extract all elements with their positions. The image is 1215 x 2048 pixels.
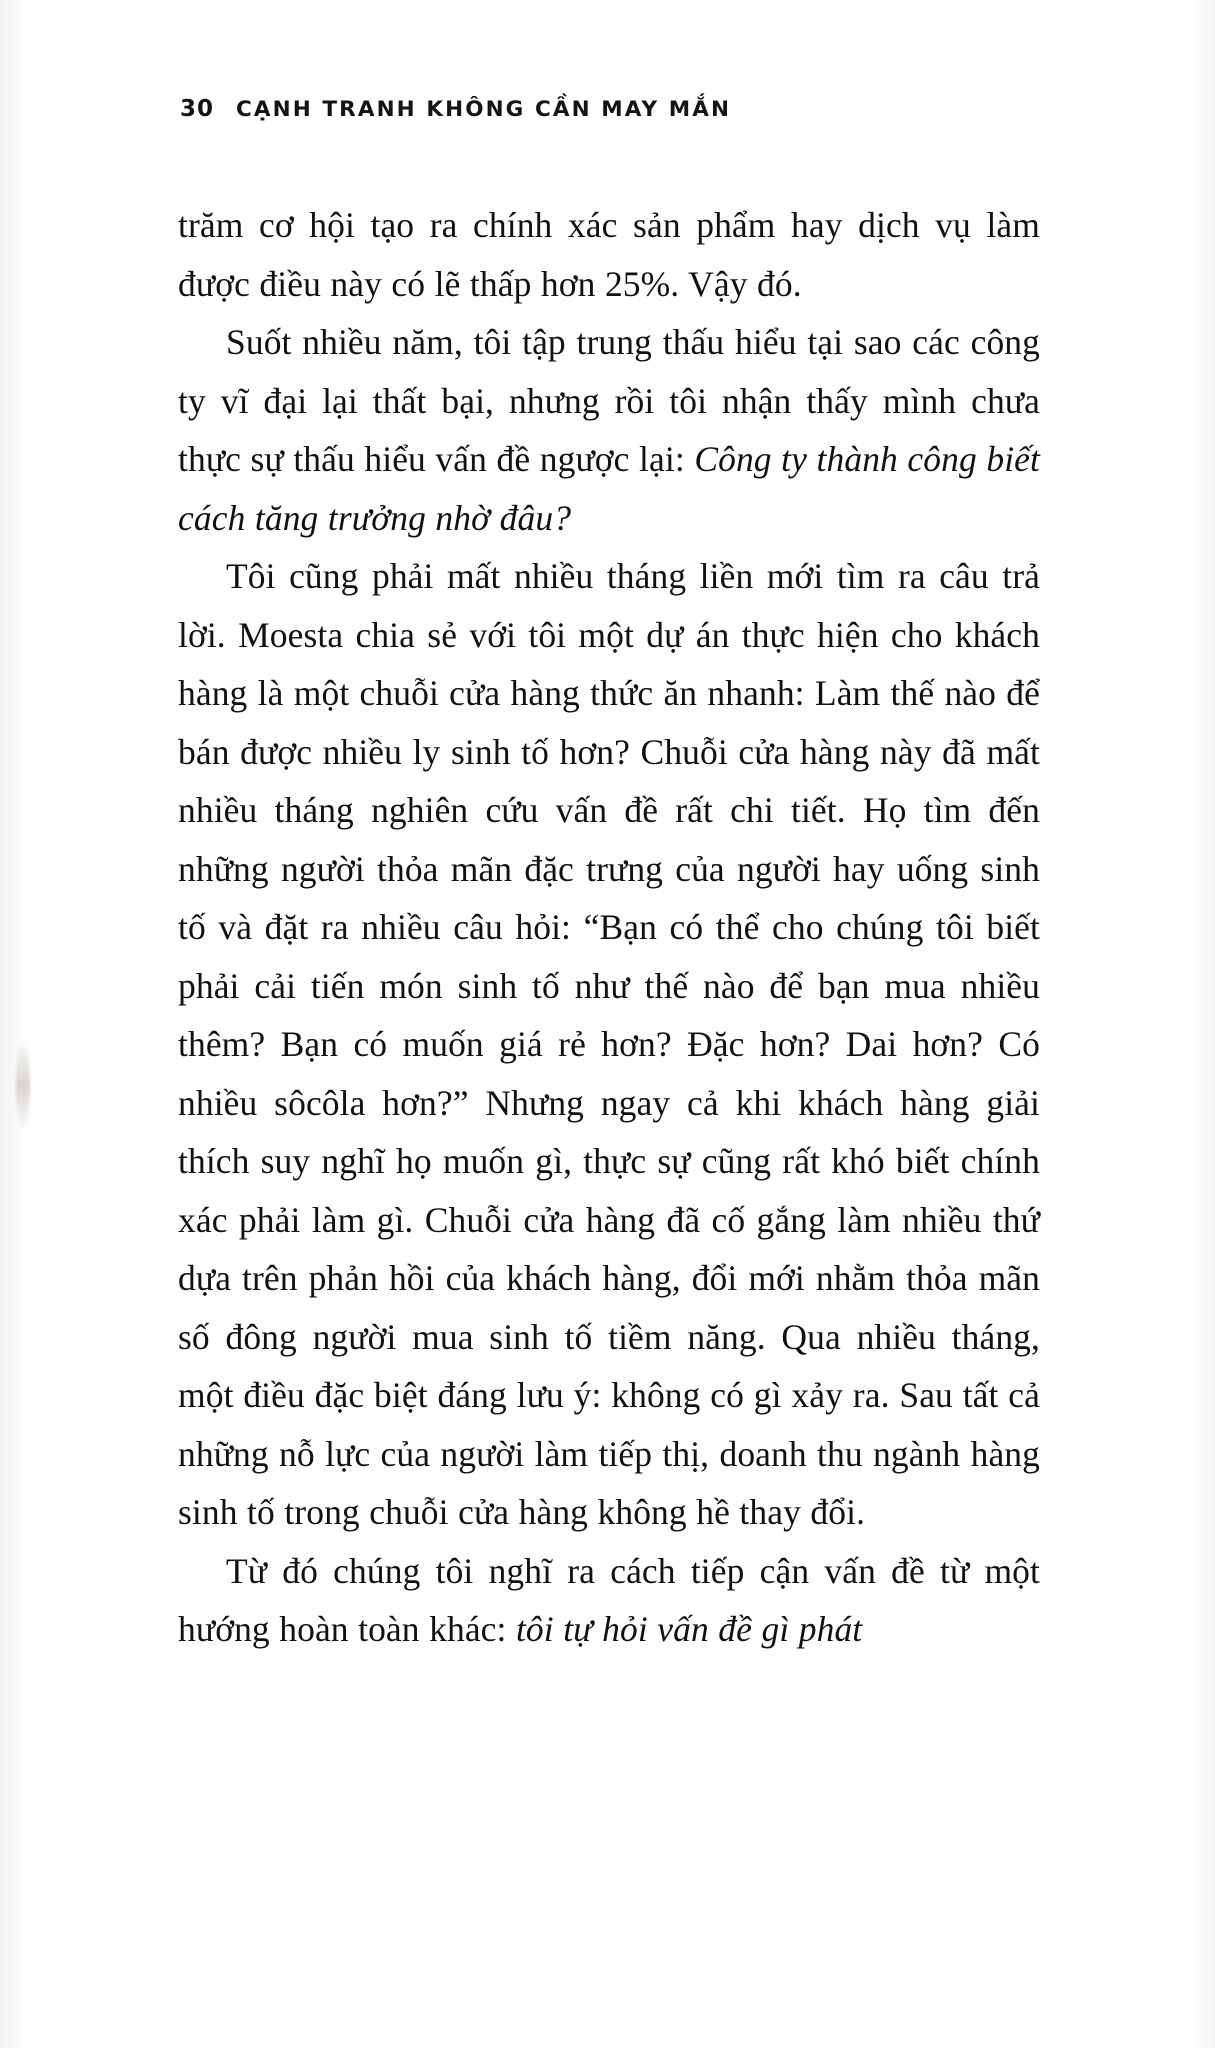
text-run: trăm cơ hội tạo ra chính xác sản phẩm hay dịch vụ làm được điều này có lẽ thấp hơn 25%. Vậy đó. bbox=[178, 205, 1040, 304]
page-number: 30 bbox=[180, 96, 215, 122]
paragraph-2 bbox=[178, 313, 1040, 547]
body-text-column bbox=[178, 196, 1040, 1659]
text-run: Suốt nhiều năm, tôi tập trung thấu hiểu tại sao các công ty vĩ đại lại thất bại, nhưng rồi tôi nhận thấy mình chưa thực sự thấu hiểu vấn đề ngược lại: bbox=[178, 322, 1040, 479]
running-head bbox=[180, 96, 731, 122]
text-run: Tôi cũng phải mất nhiều tháng liền mới tìm ra câu trả lời. Moesta chia sẻ với tôi một dự án thực hiện cho khách hàng là một chuỗi cửa hàng thức ăn nhanh: Làm thế nào để bán được nhiều ly sinh tố hơn? Chuỗi cửa hàng này đã mất nhiều tháng nghiên cứu vấn đề rất chi tiết. Họ tìm đến những người thỏa mãn đặc trưng của người hay uống sinh tố và đặt ra nhiều câu hỏi: “Bạn có thể cho chúng tôi biết phải cải tiến món sinh tố như thế nào để bạn mua nhiều thêm? Bạn có muốn giá rẻ hơn? Đặc hơn? Dai hơn? Có nhiều sôcôla hơn?” Nhưng ngay cả khi khách hàng giải thích suy nghĩ họ muốn gì, thực sự cũng rất khó biết chính xác phải làm gì. Chuỗi cửa hàng đã cố gắng làm nhiều thứ dựa trên phản hồi của khách hàng, đổi mới nhằm thỏa mãn số đông người mua sinh tố tiềm năng. Qua nhiều tháng, một điều đặc biệt đáng lưu ý: không có gì xảy ra. Sau tất cả những nỗ lực của người làm tiếp thị, doanh thu ngành hàng sinh tố trong chuỗi cửa hàng không hề thay đổi. bbox=[178, 556, 1040, 1532]
paragraph-1 bbox=[178, 196, 1040, 313]
page-edge-shadow bbox=[16, 1040, 30, 1130]
text-run-italic: Công ty thành công biết cách tăng trưởng nhờ đâu? bbox=[178, 439, 1040, 538]
text-run-italic: tôi tự hỏi vấn đề gì phát bbox=[515, 1609, 863, 1649]
paragraph-4 bbox=[178, 1542, 1040, 1659]
paragraph-3 bbox=[178, 547, 1040, 1542]
text-run: Từ đó chúng tôi nghĩ ra cách tiếp cận vấn đề từ một hướng hoàn toàn khác: bbox=[178, 1550, 1040, 1649]
running-head-title: CẠNH TRANH KHÔNG CẦN MAY MẮN bbox=[236, 97, 732, 122]
